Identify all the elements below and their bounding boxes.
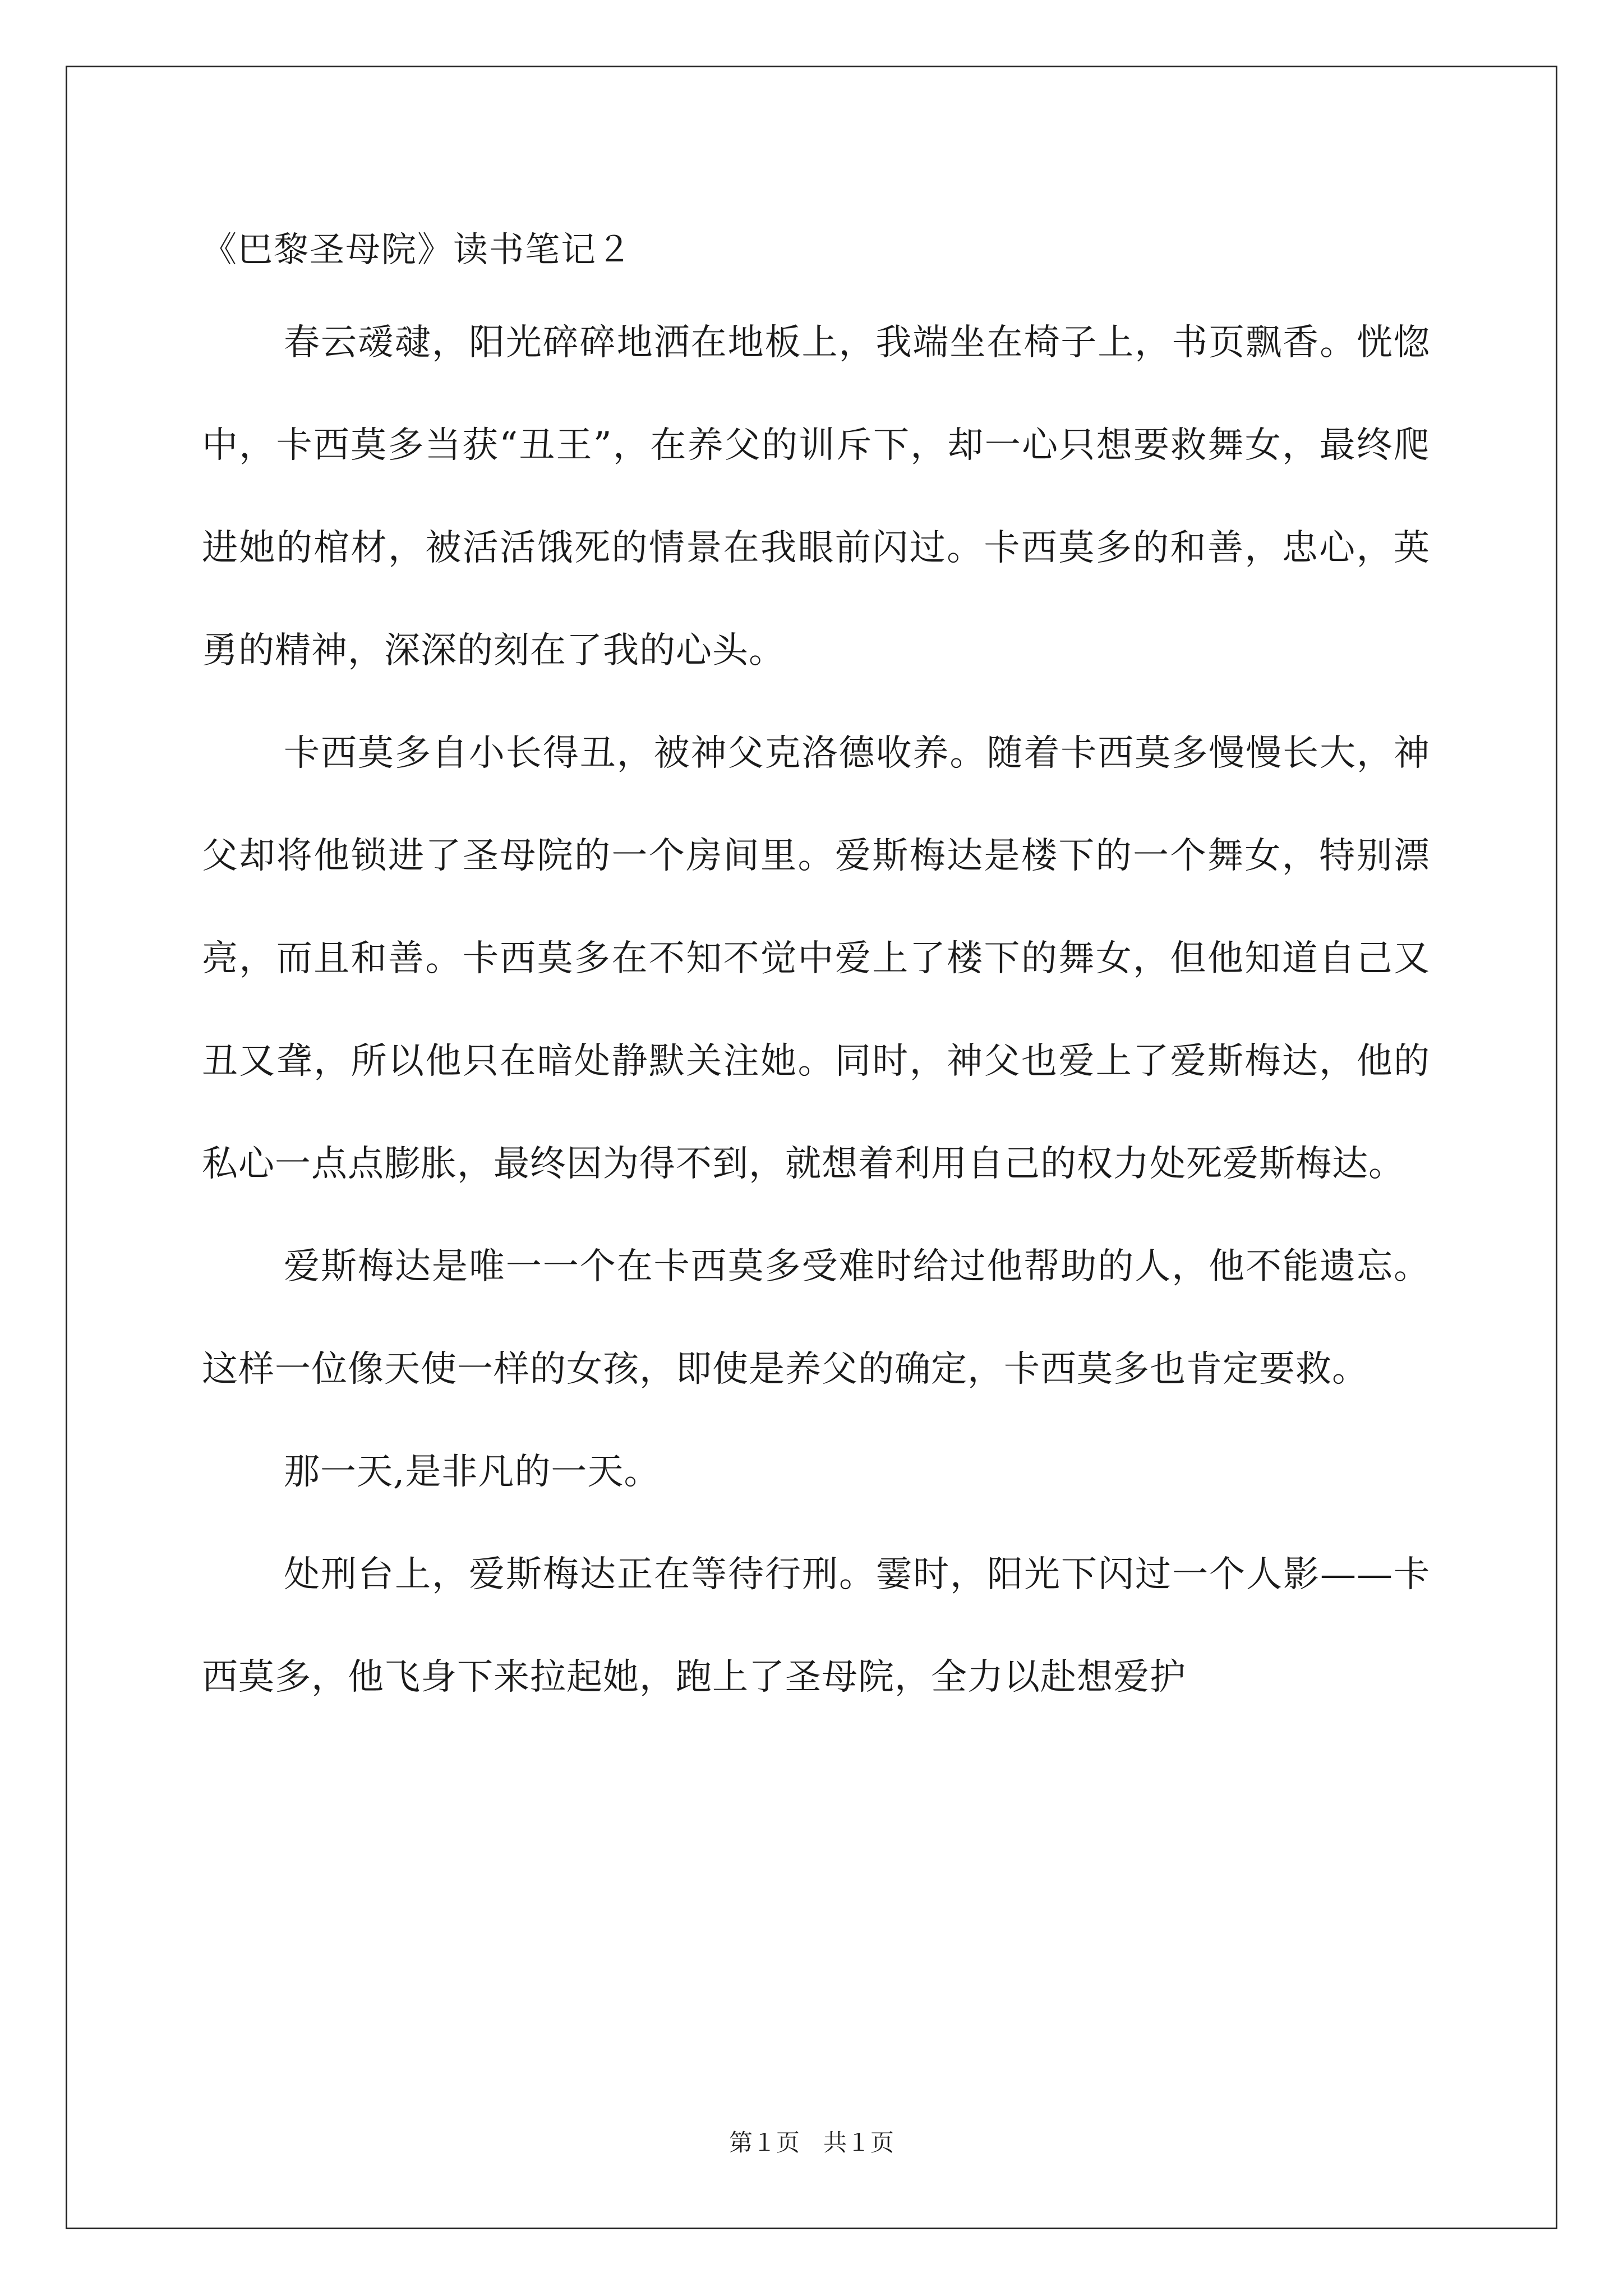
- paragraph-2: 卡西莫多自小长得丑，被神父克洛德收养。随着卡西莫多慢慢长大，神父却将他锁进了圣母院的一个房间里。爱斯梅达是楼下的一个舞女，特别漂亮，而且和善。卡西莫多在不知不觉中爱上了楼下的舞女，但他知道自己又丑又聋，所以他只在暗处静默关注她。同时，神父也爱上了爱斯梅达，他的私心一点点膨胀，最终因为得不到，就想着利用自己的权力处死爱斯梅达。: [202, 733, 1430, 1185]
- page-footer: 第１页 共１页: [728, 2129, 894, 2156]
- paragraph-5: 处刑台上，爱斯梅达正在等待行刑。霎时，阳光下闪过一个人影——卡西莫多，他飞身下来拉起她，跑上了圣母院，全力以赴想爱护: [202, 1554, 1430, 1698]
- document-title: 《巴黎圣母院》读书笔记２: [202, 229, 633, 270]
- paragraph-3: 爱斯梅达是唯一一个在卡西莫多受难时给过他帮助的人，他不能遗忘。这样一位像天使一样的女孩，即使是养父的确定，卡西莫多也肯定要救。: [202, 1246, 1430, 1390]
- document-body: [202, 292, 1430, 1729]
- paragraph-4: 那一天,是非凡的一天。: [284, 1451, 661, 1493]
- paragraph-1: 春云叆叇，阳光碎碎地洒在地板上，我端坐在椅子上，书页飘香。恍惚中，卡西莫多当获“丑王”，在养父的训斥下，却一心只想要救舞女，最终爬进她的棺材，被活活饿死的情景在我眼前闪过。卡西莫多的和善，忠心，英勇的精神，深深的刻在了我的心头。: [202, 322, 1430, 671]
